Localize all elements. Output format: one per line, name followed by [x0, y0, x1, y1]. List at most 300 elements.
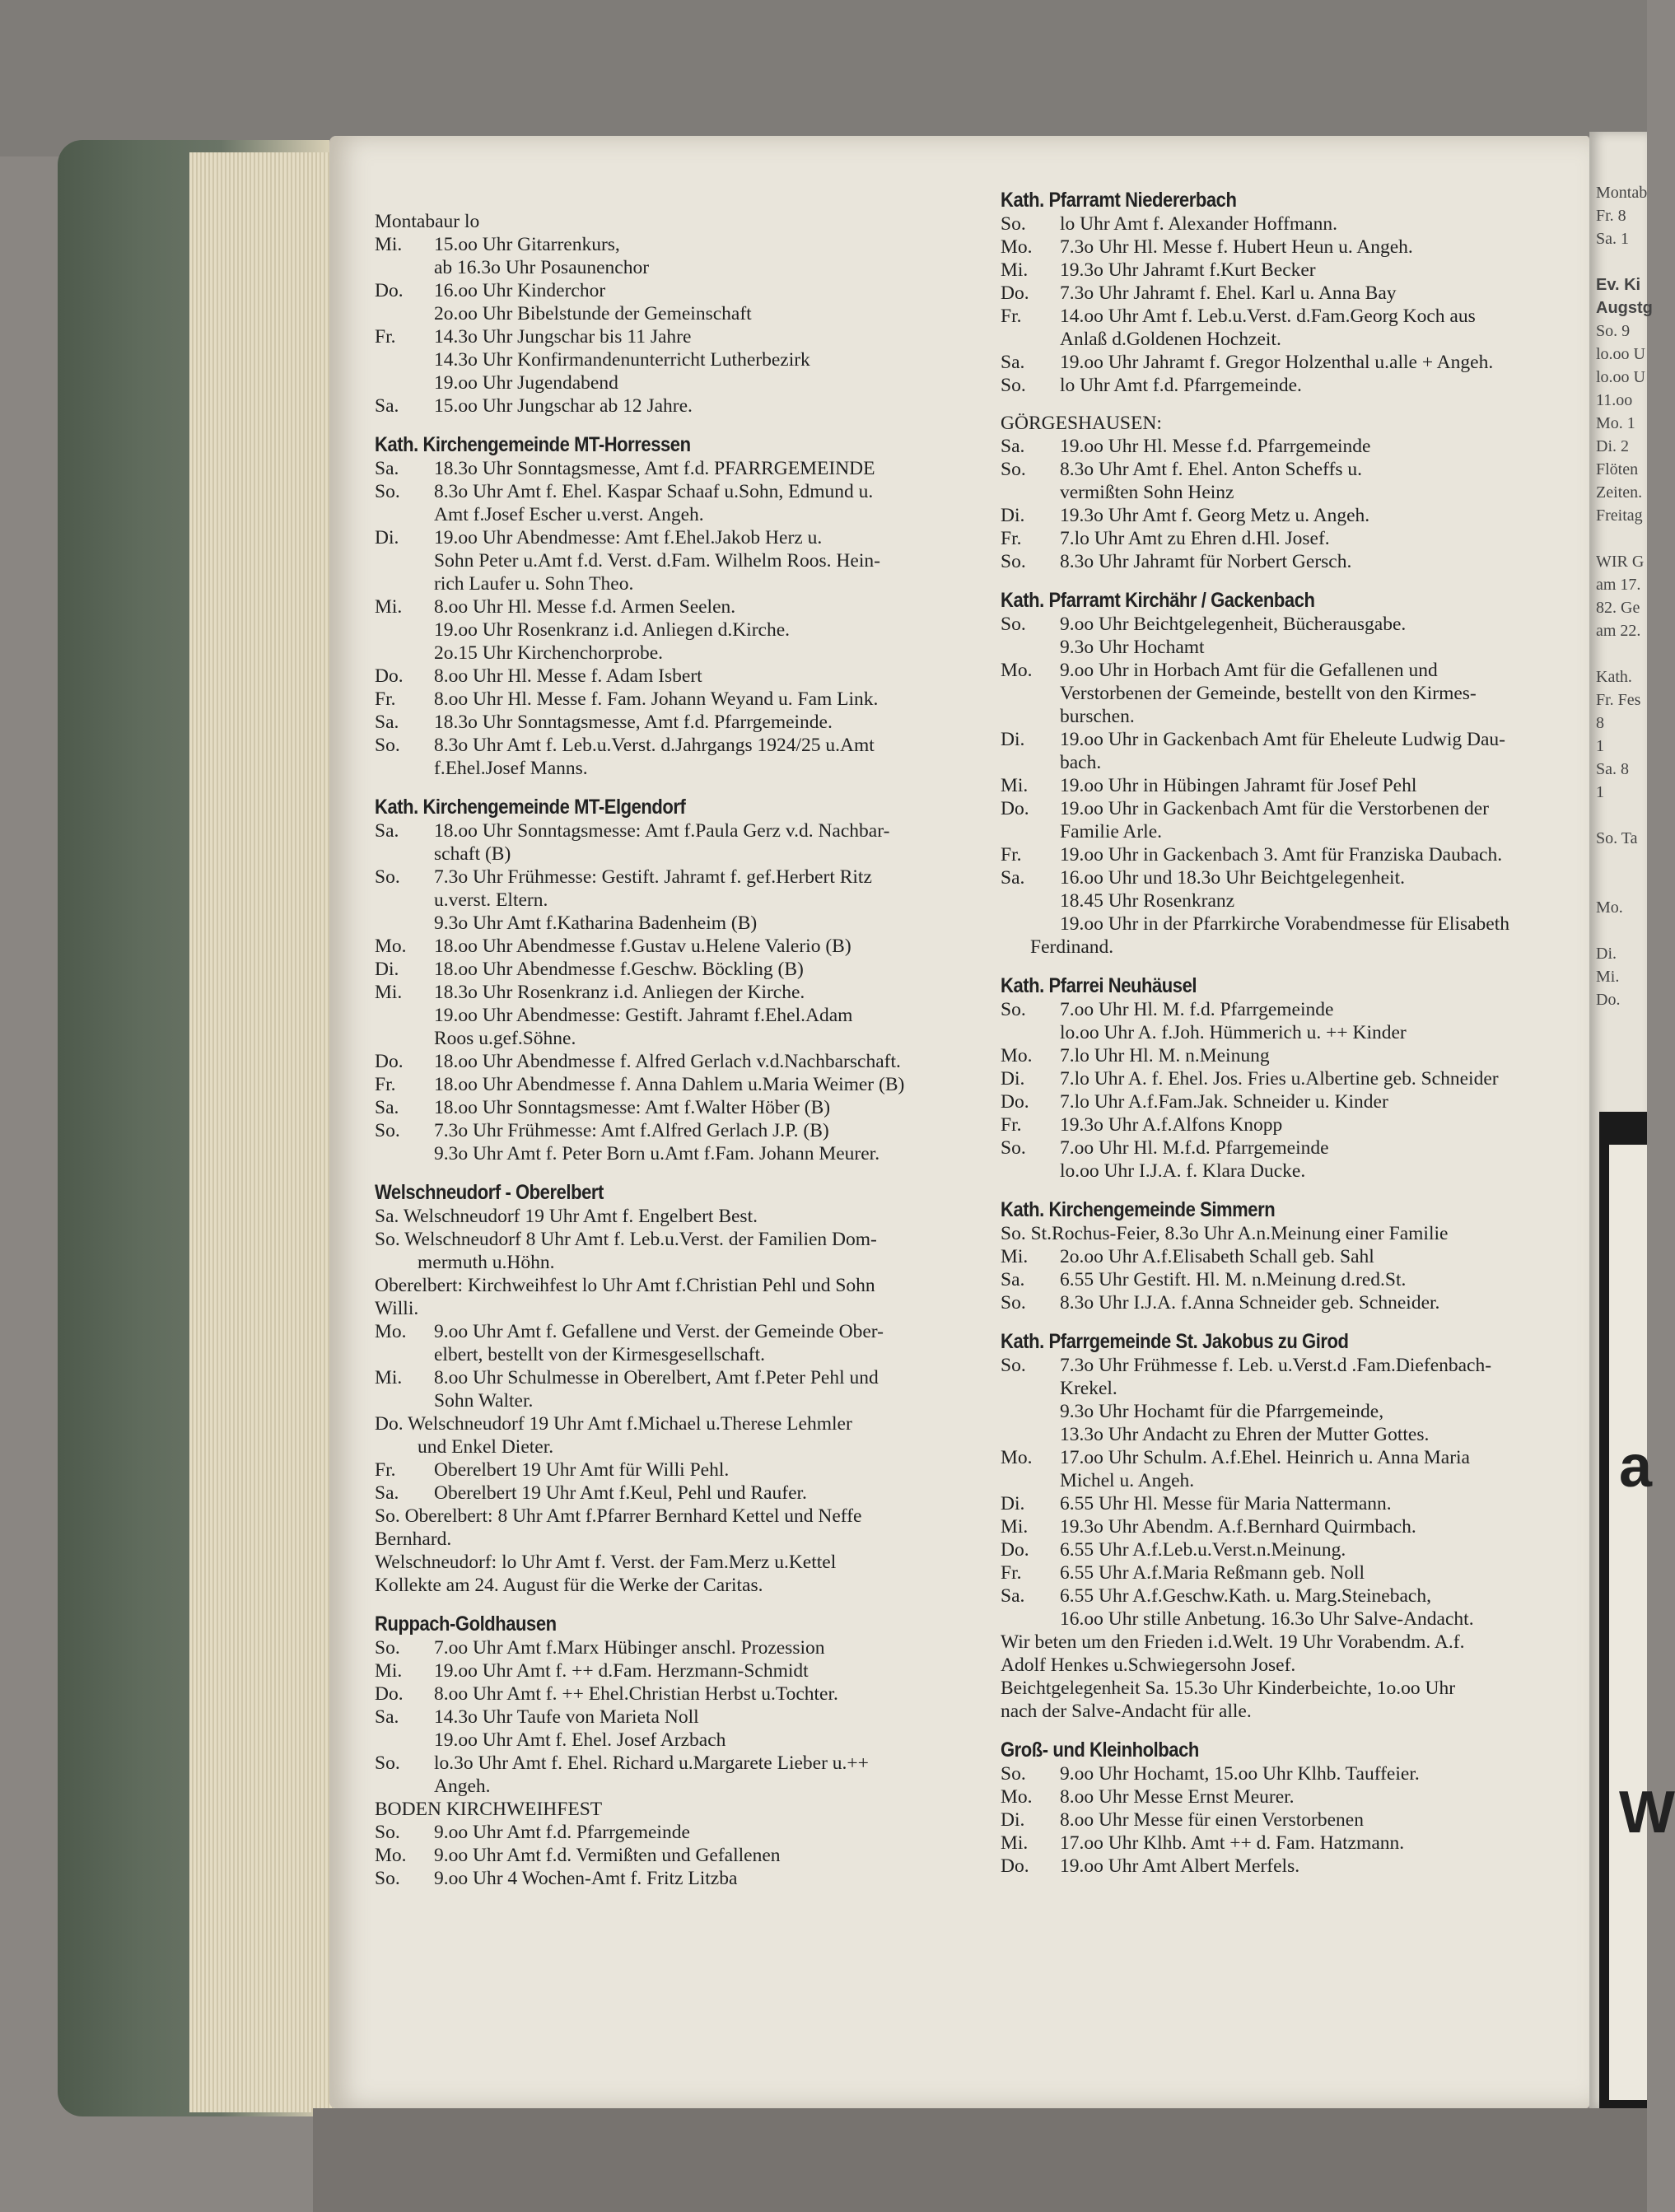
- entry-line: 7.3o Uhr Frühmesse f. Leb. u.Verst.d .Fam.Diefenbach-: [1060, 1355, 1492, 1376]
- weekday-label: So.: [375, 735, 400, 756]
- adjacent-page-line: Fr. Fes: [1596, 691, 1641, 709]
- schedule-entry: [1001, 435, 1585, 458]
- entry-line: 17.oo Uhr Schulm. A.f.Ehel. Heinrich u. Anna Maria: [1060, 1447, 1470, 1468]
- entry-line: 6.55 Uhr A.f.Geschw.Kath. u. Marg.Steinebach,: [1060, 1585, 1431, 1607]
- entry-line: 19.3o Uhr A.f.Alfons Knopp: [1060, 1114, 1283, 1136]
- adjacent-page-line: So. Ta: [1596, 829, 1638, 847]
- weekday-label: Mi.: [1001, 1832, 1029, 1854]
- weekday-label: Sa.: [375, 458, 399, 479]
- adjacent-page-line: Do.: [1596, 991, 1621, 1009]
- entry-line: 7.3o Uhr Hl. Messe f. Hubert Heun u. Angeh.: [1060, 236, 1413, 258]
- section-heading: Kath. Pfarrgemeinde St. Jakobus zu Girod: [1001, 1330, 1349, 1353]
- entry-line: 19.oo Uhr Amt f. Ehel. Josef Arzbach: [434, 1729, 726, 1751]
- entry-line: 7.lo Uhr A. f. Ehel. Jos. Fries u.Albertine geb. Schneider: [1060, 1068, 1499, 1090]
- entry-line: 19.3o Uhr Amt f. Georg Metz u. Angeh.: [1060, 505, 1370, 526]
- section-ruppach: [375, 1612, 1001, 1890]
- adjacent-page-line: Freitag: [1596, 506, 1643, 525]
- weekday-label: So.: [375, 1868, 400, 1889]
- entry-line: 2o.oo Uhr Bibelstunde der Gemeinschaft: [434, 303, 752, 324]
- entry-line: 9.oo Uhr Hochamt, 15.oo Uhr Klhb. Tauffeier.: [1060, 1763, 1420, 1785]
- entry-text: [1060, 797, 1585, 843]
- entry-text: [1060, 1136, 1585, 1183]
- section-horressen: [375, 432, 1001, 780]
- adjacent-page-line: [1589, 804, 1647, 827]
- schedule-entry: [1001, 504, 1585, 527]
- entry-line: Oberelbert: Kirchweihfest lo Uhr Amt f.Christian Pehl und Sohn: [375, 1275, 875, 1296]
- entry-line: 6.55 Uhr A.f.Maria Reßmann geb. Noll: [1060, 1562, 1365, 1584]
- schedule-entry: [375, 665, 1001, 688]
- entry-line: 9.3o Uhr Amt f.Katharina Badenheim (B): [434, 912, 758, 934]
- weekday-label: Fr.: [375, 326, 396, 348]
- weekday-label: Sa.: [1001, 352, 1025, 373]
- schedule-entry: [375, 734, 1001, 780]
- entry-line: 19.oo Uhr Amt Albert Merfels.: [1060, 1855, 1300, 1877]
- schedule-entry: [1001, 1067, 1585, 1090]
- entry-text: [1060, 1584, 1585, 1631]
- entry-text: [1060, 1855, 1585, 1878]
- entry-line: 19.oo Uhr Jugendabend: [434, 372, 618, 394]
- entry-line: Verstorbenen der Gemeinde, bestellt von den Kirmes-: [1060, 683, 1477, 704]
- weekday-label: Sa.: [375, 1706, 399, 1728]
- entry-line: lo Uhr Amt f. Alexander Hoffmann.: [1060, 213, 1337, 235]
- entry-line: bach.: [1060, 752, 1102, 773]
- weekday-label: Do.: [375, 280, 404, 301]
- adjacent-page-line: [1589, 642, 1647, 665]
- page-edges: [189, 152, 346, 2112]
- schedule-entry: [1001, 728, 1585, 774]
- entry-line: 8.3o Uhr I.J.A. f.Anna Schneider geb. Schneider.: [1060, 1292, 1440, 1314]
- adjacent-page-line: Kath.: [1596, 668, 1632, 686]
- schedule-entry: [1001, 1515, 1585, 1538]
- entry-line: 19.oo Uhr in Gackenbach Amt für Eheleute Ludwig Dau-: [1060, 729, 1505, 750]
- adjacent-page-line: [1589, 527, 1647, 550]
- entry-line: 19.3o Uhr Abendm. A.f.Bernhard Quirmbach.: [1060, 1516, 1416, 1538]
- schedule-entry: [1001, 1808, 1585, 1832]
- schedule-entry: [1001, 1245, 1585, 1268]
- weekday-label: So.: [375, 481, 400, 502]
- entry-text: [1060, 282, 1585, 305]
- section-kirchaehr: [1001, 588, 1585, 959]
- schedule-entry: [375, 325, 1001, 394]
- weekday-label: Do.: [1001, 282, 1029, 304]
- entry-text: [434, 279, 1001, 325]
- section-heading: GÖRGESHAUSEN:: [1001, 413, 1162, 434]
- schedule-entry: [1001, 1090, 1585, 1113]
- entry-text: [434, 1458, 1001, 1482]
- weekday-label: Mo.: [1001, 1447, 1033, 1468]
- entry-text: [434, 595, 1001, 665]
- schedule-entry: [375, 1682, 1001, 1706]
- weekday-label: So.: [1001, 1763, 1026, 1785]
- entry-text: [1060, 212, 1585, 236]
- right-column: [1001, 188, 1585, 1878]
- entry-text: [434, 1482, 1001, 1505]
- entry-text: [434, 958, 1001, 981]
- schedule-entry: [375, 1706, 1001, 1752]
- weekday-label: So.: [375, 866, 400, 888]
- entry-line: 16.oo Uhr stille Anbetung. 16.3o Uhr Salve-Andacht.: [1060, 1608, 1474, 1630]
- adjacent-page-line: 1: [1596, 783, 1604, 801]
- entry-line: schaft (B): [434, 843, 511, 865]
- adjacent-page-line: Ev. Ki: [1596, 276, 1641, 294]
- weekday-label: So.: [1001, 999, 1026, 1020]
- entry-line: lo.oo Uhr A. f.Joh. Hümmerich u. ++ Kinder: [1060, 1022, 1407, 1043]
- entry-line: 7.3o Uhr Frühmesse: Gestift. Jahramt f. gef.Herbert Ritz: [434, 866, 872, 888]
- adjacent-page-line: lo.oo U: [1596, 345, 1645, 363]
- entry-text: [1060, 1515, 1585, 1538]
- adjacent-page-big-letter: a: [1619, 1434, 1653, 1500]
- entry-line: 14.3o Uhr Konfirmandenunterricht Lutherbezirk: [434, 349, 810, 371]
- weekday-label: So.: [1001, 213, 1026, 235]
- adjacent-page-line: 8: [1596, 714, 1604, 732]
- entry-line: 8.oo Uhr Messe Ernst Meurer.: [1060, 1786, 1295, 1808]
- schedule-entry: [1001, 1785, 1585, 1808]
- schedule-entry: [1001, 259, 1585, 282]
- entry-line: Krekel.: [1060, 1378, 1117, 1399]
- weekday-label: Sa.: [1001, 1585, 1025, 1607]
- entry-line: 9.3o Uhr Hochamt für die Pfarrgemeinde,: [1060, 1401, 1384, 1422]
- entry-line: elbert, bestellt von der Kirmesgesellschaft.: [434, 1344, 765, 1365]
- entry-line: 15.oo Uhr Jungschar ab 12 Jahre.: [434, 395, 693, 417]
- entry-line: 9.oo Uhr 4 Wochen-Amt f. Fritz Litzba: [434, 1868, 738, 1889]
- entry-text: [1060, 1268, 1585, 1291]
- entry-text: [434, 734, 1001, 780]
- entry-text: [434, 1096, 1001, 1119]
- weekday-label: Mo.: [1001, 1045, 1033, 1066]
- adjacent-page-ad-inner: [1609, 1145, 1647, 2100]
- entry-line: 18.oo Uhr Sonntagsmesse: Amt f.Paula Gerz v.d. Nachbar-: [434, 820, 890, 842]
- weekday-label: Do.: [1001, 1539, 1029, 1561]
- weekday-label: Mi.: [1001, 775, 1029, 796]
- entry-text: [1060, 1291, 1585, 1314]
- entry-line: 18.3o Uhr Sonntagsmesse, Amt f.d. PFARRGEMEINDE: [434, 458, 875, 479]
- entry-line: vermißten Sohn Heinz: [1060, 482, 1234, 503]
- entry-text: [1060, 613, 1585, 659]
- schedule-entry: [1001, 1762, 1585, 1785]
- entry-line: 9.3o Uhr Amt f. Peter Born u.Amt f.Fam. Johann Meurer.: [434, 1143, 880, 1164]
- entry-line: 8.oo Uhr Hl. Messe f. Adam Isbert: [434, 665, 702, 687]
- weekday-label: Sa.: [1001, 867, 1025, 889]
- entry-text: [1060, 1492, 1585, 1515]
- weekday-label: Mi.: [1001, 1516, 1029, 1538]
- entry-line: 7.oo Uhr Hl. M.f.d. Pfarrgemeinde: [1060, 1137, 1329, 1159]
- entry-text: [434, 1050, 1001, 1073]
- entry-line: 18.3o Uhr Sonntagsmesse, Amt f.d. Pfarrgemeinde.: [434, 712, 833, 733]
- entry-line: lo.3o Uhr Amt f. Ehel. Richard u.Margarete Lieber u.++: [434, 1752, 869, 1774]
- entry-line: Do. Welschneudorf 19 Uhr Amt f.Michael u.Therese Lehmler: [375, 1413, 852, 1435]
- entry-text: [1060, 774, 1585, 797]
- entry-text: [1060, 435, 1585, 458]
- entry-text: [1060, 1561, 1585, 1584]
- schedule-entry: [375, 1482, 1001, 1505]
- adjacent-page-line: am 17.: [1596, 576, 1641, 594]
- entry-text: [434, 1821, 1001, 1844]
- entry-line: 13.3o Uhr Andacht zu Ehren der Mutter Gottes.: [1060, 1424, 1430, 1445]
- entry-line: Welschneudorf: lo Uhr Amt f. Verst. der Fam.Merz u.Kettel: [375, 1552, 837, 1573]
- entry-line: 7.lo Uhr Amt zu Ehren d.Hl. Josef.: [1060, 528, 1330, 549]
- entry-text: [434, 1867, 1001, 1890]
- entry-line: So. Oberelbert: 8 Uhr Amt f.Pfarrer Bernhard Kettel und Neffe: [375, 1505, 862, 1527]
- entry-line: Adolf Henkes u.Schwiegersohn Josef.: [1001, 1654, 1296, 1676]
- entry-text: [434, 981, 1001, 1050]
- section-heading: Kath. Pfarrei Neuhäusel: [1001, 974, 1197, 997]
- schedule-entry: [1001, 1268, 1585, 1291]
- entry-text: [434, 1659, 1001, 1682]
- entry-text: [434, 711, 1001, 734]
- entry-line: 15.oo Uhr Gitarrenkurs,: [434, 234, 620, 255]
- schedule-entry: [375, 526, 1001, 595]
- entry-line: 8.3o Uhr Amt f. Ehel. Kaspar Schaaf u.Sohn, Edmund u.: [434, 481, 874, 502]
- entry-line: 9.oo Uhr Amt f.d. Pfarrgemeinde: [434, 1822, 690, 1843]
- schedule-entry: [1001, 550, 1585, 573]
- weekday-label: Mi.: [1001, 1246, 1029, 1267]
- entry-line: So. Welschneudorf 8 Uhr Amt f. Leb.u.Verst. der Familien Dom-: [375, 1229, 877, 1250]
- adjacent-page-line: [1589, 250, 1647, 273]
- adjacent-page-line: 11.oo: [1596, 391, 1633, 409]
- entry-line: ab 16.3o Uhr Posaunenchor: [434, 257, 650, 278]
- entry-text: [1060, 1762, 1585, 1785]
- entry-line: Sa. Welschneudorf 19 Uhr Amt f. Engelbert Best.: [375, 1206, 758, 1227]
- adjacent-page-line: Montab: [1596, 184, 1648, 202]
- entry-text: [434, 1706, 1001, 1752]
- adjacent-page-big-letter: W: [1619, 1780, 1675, 1846]
- entry-text: [1060, 504, 1585, 527]
- entry-text: [1060, 998, 1585, 1044]
- entry-text: [1060, 1354, 1585, 1446]
- entry-line: 19.oo Uhr Jahramt f. Gregor Holzenthal u.alle + Angeh.: [1060, 352, 1494, 373]
- weekday-label: Mi.: [375, 1367, 403, 1388]
- entry-text: [434, 1752, 1001, 1798]
- entry-line: 8.oo Uhr Schulmesse in Oberelbert, Amt f.Peter Pehl und: [434, 1367, 879, 1388]
- entry-text: [434, 819, 1001, 866]
- entry-line: Angeh.: [434, 1776, 491, 1797]
- weekday-label: So.: [1001, 1355, 1026, 1376]
- entry-line: 19.oo Uhr Abendmesse: Gestift. Jahramt f.Ehel.Adam: [434, 1005, 853, 1026]
- schedule-entry: [375, 981, 1001, 1050]
- schedule-entry: [375, 711, 1001, 734]
- entry-line: 9.oo Uhr in Horbach Amt für die Gefallenen und: [1060, 660, 1438, 681]
- entry-line: Familie Arle.: [1060, 821, 1163, 842]
- entry-line: 6.55 Uhr A.f.Leb.u.Verst.n.Meinung.: [1060, 1539, 1346, 1561]
- schedule-entry: [1001, 1446, 1585, 1492]
- entry-line: mermuth u.Höhn.: [418, 1252, 555, 1273]
- entry-line: lo.oo Uhr I.J.A. f. Klara Ducke.: [1060, 1160, 1306, 1182]
- entry-text: [1060, 458, 1585, 504]
- entry-line: Oberelbert 19 Uhr Amt f.Keul, Pehl und Raufer.: [434, 1482, 807, 1504]
- entry-text: [434, 526, 1001, 595]
- entry-line: f.Ehel.Josef Manns.: [434, 758, 588, 779]
- schedule-entry: [375, 688, 1001, 711]
- weekday-label: So.: [375, 1120, 400, 1141]
- schedule-entry: [375, 1636, 1001, 1659]
- entry-text: [434, 233, 1001, 279]
- entry-line: 8.oo Uhr Hl. Messe f. Fam. Johann Weyand u. Fam Link.: [434, 688, 879, 710]
- entry-text: [1060, 351, 1585, 374]
- adjacent-page-line: Sa. 8: [1596, 760, 1629, 778]
- weekday-label: Sa.: [1001, 1269, 1025, 1290]
- entry-line: burschen.: [1060, 706, 1135, 727]
- schedule-entry: [1001, 774, 1585, 797]
- entry-line: 14.3o Uhr Taufe von Marieta Noll: [434, 1706, 699, 1728]
- entry-text: [434, 1073, 1001, 1096]
- schedule-entry: [1001, 1044, 1585, 1067]
- schedule-entry: [1001, 282, 1585, 305]
- entry-line: 7.lo Uhr Hl. M. n.Meinung: [1060, 1045, 1270, 1066]
- entry-line: lo Uhr Amt f.d. Pfarrgemeinde.: [1060, 375, 1302, 396]
- schedule-entry: [1001, 458, 1585, 504]
- entry-line: Michel u. Angeh.: [1060, 1470, 1195, 1491]
- entry-text: [1060, 843, 1585, 866]
- entry-line: 18.3o Uhr Rosenkranz i.d. Anliegen der Kirche.: [434, 982, 805, 1003]
- entry-line: 19.oo Uhr Amt f. ++ d.Fam. Herzmann-Schmidt: [434, 1660, 809, 1682]
- entry-line: Roos u.gef.Söhne.: [434, 1028, 576, 1049]
- weekday-label: Fr.: [375, 688, 396, 710]
- weekday-label: Mo.: [1001, 660, 1033, 681]
- entry-line: 17.oo Uhr Klhb. Amt ++ d. Fam. Hatzmann.: [1060, 1832, 1405, 1854]
- schedule-entry: [1001, 1492, 1585, 1515]
- weekday-label: Fr.: [375, 1074, 396, 1095]
- adjacent-page-line: [1589, 873, 1647, 896]
- entry-line: 16.oo Uhr und 18.3o Uhr Beichtgelegenheit.: [1060, 867, 1405, 889]
- schedule-entry: [1001, 1561, 1585, 1584]
- schedule-entry: [375, 1458, 1001, 1482]
- entry-line: u.verst. Eltern.: [434, 889, 548, 911]
- entry-text: [1060, 1044, 1585, 1067]
- entry-line: Willi.: [375, 1298, 419, 1319]
- schedule-entry: [1001, 1584, 1585, 1631]
- adjacent-page-line: [1589, 850, 1647, 873]
- schedule-entry: [375, 866, 1001, 935]
- entry-line: 9.oo Uhr Amt f.d. Vermißten und Gefallenen: [434, 1845, 781, 1866]
- adjacent-page-line: Flöten: [1596, 460, 1639, 478]
- adjacent-page-line: [1589, 919, 1647, 942]
- schedule-entry: [1001, 527, 1585, 550]
- adjacent-page-line: WIR G: [1596, 553, 1645, 571]
- schedule-entry: [1001, 236, 1585, 259]
- schedule-entry: [375, 1659, 1001, 1682]
- entry-line: Bernhard.: [375, 1528, 452, 1550]
- weekday-label: Do.: [375, 665, 404, 687]
- entry-text: [434, 1682, 1001, 1706]
- schedule-entry: [375, 1366, 1001, 1412]
- entry-line: 8.oo Uhr Messe für einen Verstorbenen: [1060, 1809, 1364, 1831]
- weekday-label: So.: [1001, 551, 1026, 572]
- entry-line: 19.oo Uhr in Gackenbach 3. Amt für Franziska Daubach.: [1060, 844, 1503, 866]
- entry-text: [1060, 659, 1585, 728]
- entry-text: [1060, 1538, 1585, 1561]
- schedule-entry: [375, 480, 1001, 526]
- weekday-label: Di.: [375, 527, 399, 548]
- entry-line: 8.oo Uhr Amt f. ++ Ehel.Christian Herbst u.Tochter.: [434, 1683, 838, 1705]
- section-girod: [1001, 1329, 1585, 1723]
- section-heading: Montabaur lo: [375, 211, 480, 232]
- weekday-label: Mo.: [375, 1321, 407, 1342]
- entry-text: [434, 1844, 1001, 1867]
- schedule-entry: [1001, 351, 1585, 374]
- entry-text: [434, 1119, 1001, 1165]
- left-column: [375, 210, 1001, 1890]
- entry-line: 19.oo Uhr in Gackenbach Amt für die Verstorbenen der: [1060, 798, 1489, 819]
- schedule-entry: [375, 1320, 1001, 1366]
- schedule-entry: [375, 394, 1001, 418]
- entry-line: 19.oo Uhr in Hübingen Jahramt für Josef Pehl: [1060, 775, 1417, 796]
- entry-line: Sohn Peter u.Amt f.d. Verst. d.Fam. Wilhelm Roos. Hein-: [434, 550, 880, 572]
- entry-text: [434, 325, 1001, 394]
- schedule-entry: [375, 457, 1001, 480]
- entry-text: [1060, 1090, 1585, 1113]
- schedule-entry: [375, 595, 1001, 665]
- schedule-entry: [1001, 659, 1585, 728]
- entry-line: Ferdinand.: [1030, 936, 1114, 958]
- weekday-label: Do.: [375, 1051, 404, 1072]
- schedule-entry: [1001, 374, 1585, 397]
- weekday-label: Mi.: [375, 596, 403, 618]
- entry-text: [1060, 728, 1585, 774]
- entry-text: [1060, 305, 1585, 351]
- weekday-label: Fr.: [375, 1459, 396, 1481]
- weekday-label: So.: [375, 1637, 400, 1659]
- weekday-label: Sa.: [375, 712, 399, 733]
- schedule-entry: [375, 1050, 1001, 1073]
- weekday-label: So.: [375, 1822, 400, 1843]
- entry-line: Wir beten um den Frieden i.d.Welt. 19 Uhr Vorabendm. A.f.: [1001, 1631, 1465, 1653]
- schedule-entry: [1001, 212, 1585, 236]
- subsection-heading: BODEN KIRCHWEIHFEST: [375, 1799, 603, 1820]
- entry-text: [1060, 1832, 1585, 1855]
- adjacent-page-line: Di.: [1596, 945, 1617, 963]
- weekday-label: Fr.: [1001, 1114, 1022, 1136]
- adjacent-page-line: lo.oo U: [1596, 368, 1645, 386]
- schedule-entry: [375, 819, 1001, 866]
- adjacent-page-line: 82. Ge: [1596, 599, 1640, 617]
- schedule-entry: [1001, 1354, 1585, 1446]
- weekday-label: Mi.: [375, 234, 403, 255]
- entry-line: 7.lo Uhr A.f.Fam.Jak. Schneider u. Kinder: [1060, 1091, 1388, 1113]
- weekday-label: So.: [1001, 1292, 1026, 1314]
- entry-text: [1060, 259, 1585, 282]
- weekday-label: Fr.: [1001, 844, 1022, 866]
- section-heading: Welschneudorf - Oberelbert: [375, 1181, 604, 1204]
- weekday-label: Sa.: [375, 1482, 399, 1504]
- entry-line: 18.oo Uhr Abendmesse f.Gustav u.Helene Valerio (B): [434, 936, 851, 957]
- entry-line: 19.3o Uhr Jahramt f.Kurt Becker: [1060, 259, 1316, 281]
- section-heading: Kath. Kirchengemeinde Simmern: [1001, 1198, 1276, 1221]
- entry-line: 19.oo Uhr Rosenkranz i.d. Anliegen d.Kirche.: [434, 619, 791, 641]
- schedule-entry: [1001, 797, 1585, 843]
- weekday-label: Mi.: [1001, 259, 1029, 281]
- entry-line: 18.oo Uhr Abendmesse f. Anna Dahlem u.Maria Weimer (B): [434, 1074, 905, 1095]
- entry-text: [434, 480, 1001, 526]
- entry-line: 9.oo Uhr Amt f. Gefallene und Verst. der Gemeinde Ober-: [434, 1321, 884, 1342]
- entry-text: [434, 935, 1001, 958]
- adjacent-page-line: am 22.: [1596, 622, 1641, 640]
- section-kleinholbach: [1001, 1738, 1585, 1878]
- adjacent-page-line: Mo.: [1596, 898, 1623, 917]
- entry-line: Beichtgelegenheit Sa. 15.3o Uhr Kinderbeichte, 1o.oo Uhr: [1001, 1678, 1456, 1699]
- entry-line: und Enkel Dieter.: [418, 1436, 554, 1458]
- entry-line: 16.oo Uhr Kinderchor: [434, 280, 606, 301]
- entry-line: 19.oo Uhr in der Pfarrkirche Vorabendmesse für Elisabeth: [1060, 913, 1510, 935]
- schedule-entry: [375, 1119, 1001, 1165]
- weekday-label: Di.: [1001, 729, 1025, 750]
- weekday-label: Do.: [1001, 1855, 1029, 1877]
- section-heading: Kath. Kirchengemeinde MT-Elgendorf: [375, 796, 686, 819]
- adjacent-page-line: Sa. 1: [1596, 230, 1629, 248]
- weekday-label: Mo.: [1001, 1786, 1033, 1808]
- entry-line: rich Laufer u. Sohn Theo.: [434, 573, 634, 595]
- section-goergeshausen: [1001, 412, 1585, 573]
- schedule-entry: [1001, 998, 1585, 1044]
